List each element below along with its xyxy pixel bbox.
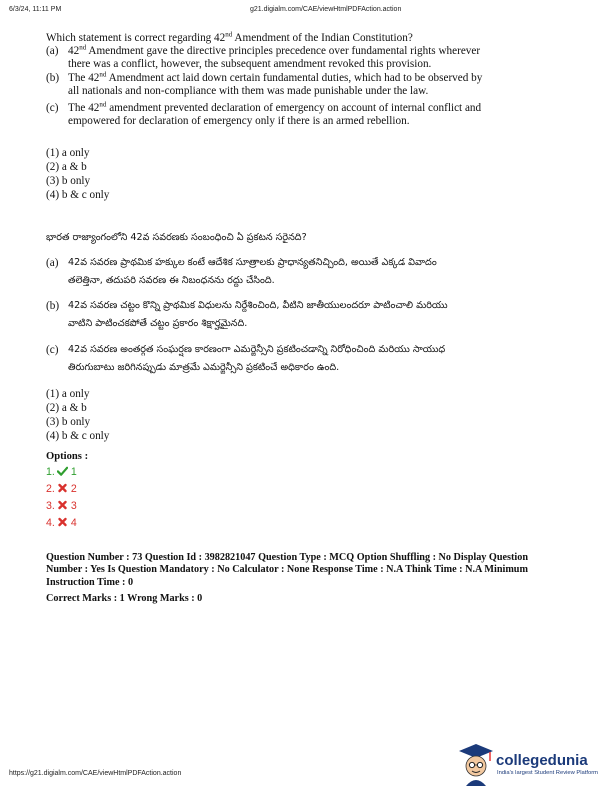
question-stem-en: Which statement is correct regarding 42nd Amendment of the Indian Constitution? — [46, 30, 413, 44]
options-heading: Options : — [46, 451, 89, 462]
check-icon — [57, 466, 68, 476]
choice-item: (4) b & c only — [46, 430, 110, 442]
cross-icon — [57, 483, 68, 493]
question-stem-te: భారత రాజ్యాంగంలోని 42వ సవరణకు సంబంధించి ఏ ప్రకటన సరైనది? — [46, 232, 307, 243]
answer-option-3: 3. 3 — [46, 500, 77, 512]
question-metadata: Question Number : 73 Question Id : 3982821047 Question Type : MCQ Option Shuffling : No Display Question Number : Yes Is Question Mandatory : No Calculator : None Response Time : N.A Think Time : N.A Minimum Instruction Time : 0 — [46, 552, 528, 588]
choice-item: (3) b only — [46, 175, 91, 187]
choice-item: (3) b only — [46, 416, 91, 428]
answer-option-4: 4. 4 — [46, 517, 77, 529]
print-header-url: g21.digialm.com/CAE/viewHtmlPDFAction.action — [250, 6, 402, 13]
option-b-en: (b) The 42nd Amendment act laid down certain fundamental duties, which had to be observed by all nationals and non-compliance with them was made punishable under the law. — [46, 70, 483, 97]
logo-tagline: India's largest Student Review Platform — [497, 770, 598, 776]
footer-url: https://g21.digialm.com/CAE/viewHtmlPDFAction.action — [9, 770, 182, 777]
choice-item: (4) b & c only — [46, 189, 110, 201]
cross-icon — [57, 500, 68, 510]
choices-te — [46, 387, 109, 443]
option-a-te: (a) 42వ సవరణ ప్రాథమిక హక్కుల కంటే ఆదేశిక సూత్రాలకు ప్రాధాన్యతనిచ్చింది, అయితే ఎక్కడ వివాదం తలెత్తినా, తదుపరి సవరణ ఈ నిబంధనను రద్దు చేసింది. — [46, 257, 437, 286]
print-datetime: 6/3/24, 11:11 PM — [9, 6, 62, 13]
option-c-en: (c) The 42nd amendment prevented declaration of emergency on account of internal conflict and empowered for declaration of emergency only if there is an armed rebellion. — [46, 100, 482, 127]
logo-name: collegedunia — [496, 752, 588, 769]
answer-option-1: 1. 1 — [46, 466, 77, 478]
choice-item: (2) a & b — [46, 161, 87, 173]
option-c-te: (c) 42వ సవరణ అంతర్గత సంఘర్షణ కారణంగా ఎమర్జెన్సీని ప్రకటించడాన్ని నిరోధించింది మరియు సాయుధ తిరుగుబాటు జరిగినప్పుడు మాత్రమే ఎమర్జెన్సీని ప్రకటించే అధికారం ఉంది. — [46, 344, 446, 373]
choice-item: (1) a only — [46, 147, 90, 159]
answer-option-2: 2. 2 — [46, 483, 77, 495]
choice-item: (1) a only — [46, 388, 90, 400]
option-b-te: (b) 42వ సవరణ చట్టం కొన్ని ప్రాథమిక విధులను నిర్దేశించింది, వీటిని జాతీయులందరూ పాటించాలి మరియు వాటిని పాటించకపోతే చట్టం ప్రకారం శిక్షార్హమైనది. — [46, 300, 448, 329]
choice-item: (2) a & b — [46, 402, 87, 414]
answer-options-list — [46, 464, 77, 532]
marks-info: Correct Marks : 1 Wrong Marks : 0 — [46, 593, 203, 604]
mascot-icon — [458, 742, 494, 786]
choices-en — [46, 146, 109, 202]
option-a-en: (a) 42nd Amendment gave the directive principles precedence over fundamental rights wherever there was a conflict, however, the subsequent amendment revoked this provision. — [46, 43, 481, 70]
cross-icon — [57, 517, 68, 527]
collegedunia-logo — [458, 742, 608, 787]
